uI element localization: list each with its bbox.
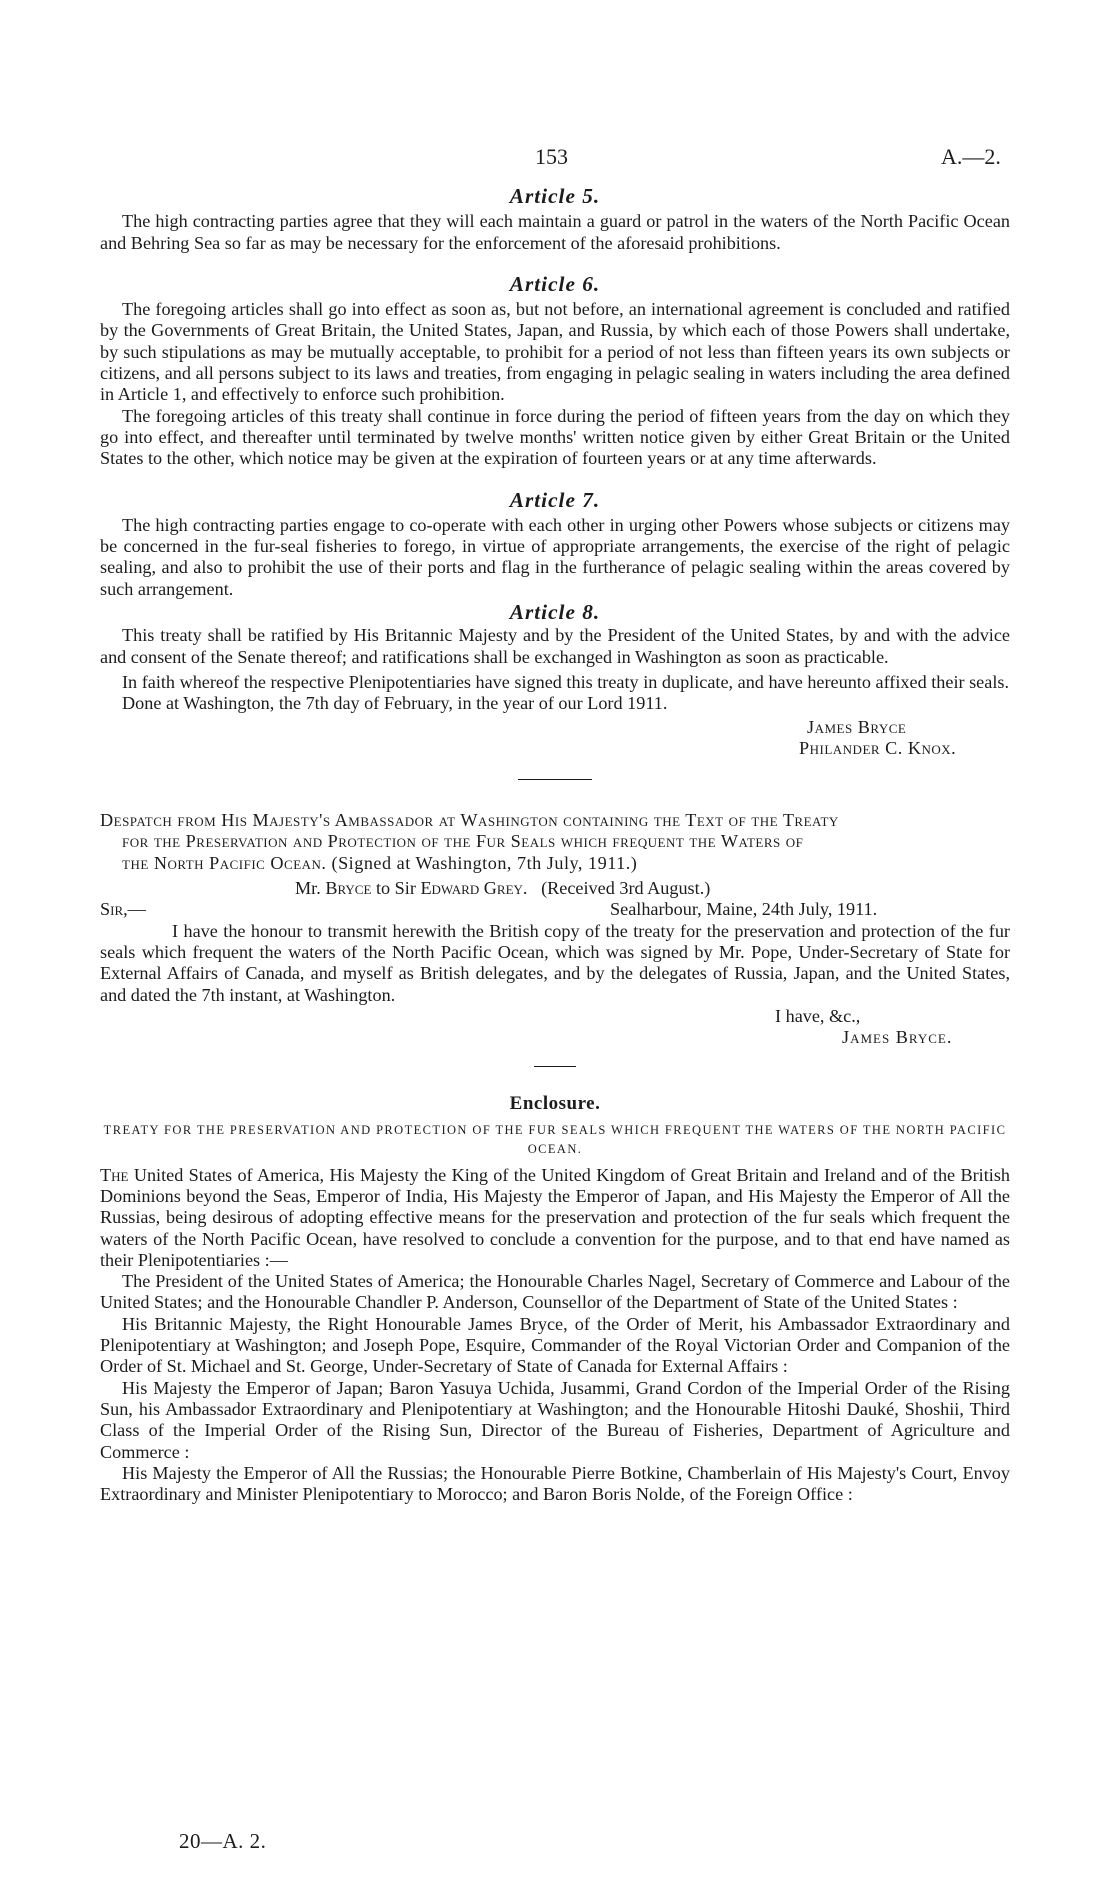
treaty-signatures bbox=[799, 716, 1010, 760]
plenipotentiaries-usa: The President of the United States of America; the Honourable Charles Nagel, Secretary of Commerce and Labour of the United States; and the Honourable Chandler P. Anderson, Counsellor of the Department of State of the United States : bbox=[100, 1271, 1010, 1313]
received-date: (Received 3rd August.) bbox=[541, 878, 711, 899]
signature-knox: Philander C. Knox. bbox=[799, 737, 957, 758]
despatch-from bbox=[295, 878, 527, 898]
despatch-heading bbox=[100, 810, 1010, 874]
place-date: Sealharbour, Maine, 24th July, 1911. bbox=[610, 899, 878, 920]
despatch-heading-line-2: for the Preservation and Protection of the Fur Seals which frequent the Waters of bbox=[122, 831, 804, 852]
page-header bbox=[0, 146, 1114, 176]
despatch-sign-off bbox=[100, 1006, 1010, 1049]
article-5-title: Article 5. bbox=[509, 184, 601, 208]
done-at-text: Done at Washington, the 7th day of February, in the year of our Lord 1911. bbox=[122, 693, 668, 714]
article-6-paragraph-1: The foregoing articles shall go into effect as soon as, but not before, an international agreement is concluded and ratified by the Governments of Great Britain, the United States, Japan, and Russia, by which each of those Powers shall undertake, by such stipulations as may be mutually acceptable, to prohibit for a period of not less than fifteen years its own subjects or citizens, and all persons subject to its laws and treaties, from engaging in pelagic sealing in waters including the area defined in Article 1, and effectively to enforce such prohibition. bbox=[100, 299, 1010, 405]
page-number: 153 bbox=[535, 144, 568, 169]
article-6-paragraph-2: The foregoing articles of this treaty shall continue in force during the period of fifteen years from the day on which they go into effect, and thereafter until terminated by twelve months' written notice given by either Great Britain or the United States to the other, which notice may be given at the expiration of fourteen years or at any time afterwards. bbox=[100, 405, 1010, 469]
despatch-heading-line-3 bbox=[100, 853, 1010, 874]
faith-whereof-text: In faith whereof the respective Plenipotentiaries have signed this treaty in duplicate, and have hereunto affixed their seals. bbox=[122, 671, 1009, 692]
article-6-title: Article 6. bbox=[509, 271, 601, 296]
article-7-title: Article 7. bbox=[509, 487, 601, 512]
despatch-from-line bbox=[100, 878, 1010, 899]
despatch-heading-ocean: the North Pacific Ocean. bbox=[122, 852, 327, 873]
from-to: to Sir bbox=[375, 878, 416, 899]
to-name: Edward Grey. bbox=[420, 878, 528, 899]
despatch-body: I have the honour to transmit herewith the British copy of the treaty for the preservation and protection of the fur seals which frequent the waters of the North Pacific Ocean, which was signed by Mr. Pope, Under-Secretary of State for External Affairs of Canada, and myself as British delegates, and by the delegates of Russia, Japan, and the United States, and dated the 7th instant, at Washington. bbox=[100, 920, 1010, 1005]
salutation: Sir,— bbox=[100, 899, 146, 920]
preamble-first-word: The bbox=[100, 1164, 129, 1185]
plenipotentiaries-britain: His Britannic Majesty, the Right Honourable James Bryce, of the Order of Merit, his Ambassador Extraordinary and Plenipotentiary at Washington; and Joseph Pope, Esquire, Commander of the Royal Victorian Order and Companion of the Order of St. Michael and St. George, Under-Secretary of State of Canada for External Affairs : bbox=[100, 1313, 1010, 1377]
document-reference: A.—2. bbox=[941, 144, 1001, 169]
treaty-preamble bbox=[100, 1165, 1010, 1271]
article-8-text: This treaty shall be ratified by His Britannic Majesty and by the President of the United States, by and with the advice and consent of the Senate thereof; and ratifications shall be exchanged in Washington as soon as practicable. bbox=[100, 625, 1010, 667]
despatch-heading-line-1: Despatch from His Majesty's Ambassador at Washington containing the Text of the Treaty bbox=[100, 810, 839, 831]
salutation-row bbox=[100, 899, 1010, 920]
plenipotentiaries-japan: His Majesty the Emperor of Japan; Baron Yasuya Uchida, Jusammi, Grand Cordon of the Imperial Order of the Rising Sun, his Ambassador Extraordinary and Plenipotentiary at Washington; and the Honourable Hitoshi Dauké, Shoshii, Third Class of the Imperial Order of the Rising Sun, Director of the Bureau of Fisheries, Department of Agriculture and Commerce : bbox=[100, 1377, 1010, 1462]
enclosure-title: Enclosure. bbox=[509, 1093, 601, 1115]
despatch-signature: James Bryce. bbox=[842, 1027, 953, 1048]
from-name: Bryce bbox=[325, 878, 372, 899]
from-prefix: Mr. bbox=[295, 878, 321, 899]
article-5-text: The high contracting parties agree that they will each maintain a guard or patrol in the waters of the North Pacific Ocean and Behring Sea so far as may be necessary for the enforcement of the aforesaid prohibitions. bbox=[100, 211, 1010, 253]
preamble-text: United States of America, His Majesty the King of the United Kingdom of Great Britain and Ireland and of the British Dominions beyond the Seas, Emperor of India, His Majesty the Emperor of Japan, and His Majesty the Emperor of All the Russias, being desirous of adopting effective means for the preservation and protection of the fur seals which frequent the waters of the North Pacific Ocean, have resolved to conclude a convention for the purpose, and to that end have named as their Plenipotentiaries :— bbox=[100, 1164, 1011, 1270]
plenipotentiaries-russia: His Majesty the Emperor of All the Russias; the Honourable Pierre Botkine, Chamberlain of His Majesty's Court, Envoy Extraordinary and Minister Plenipotentiary to Morocco; and Baron Boris Nolde, of the Foreign Office : bbox=[100, 1462, 1010, 1505]
signature-bryce: James Bryce bbox=[807, 716, 907, 737]
page-body bbox=[100, 186, 1010, 1505]
treaty-title: TREATY FOR THE PRESERVATION AND PROTECTION OF THE FUR SEALS WHICH FREQUENT THE WATERS OF THE NORTH PACIFIC OCEAN. bbox=[103, 1122, 1007, 1156]
article-7-text: The high contracting parties engage to co-operate with each other in urging other Powers whose subjects or citizens may be concerned in the fur-seal fisheries to forego, in virtue of appropriate arrangements, the exercise of the right of pelagic sealing, and also to prohibit the use of their ports and flag in the furtherance of pelagic sealing within the areas covered by such arrangement. bbox=[100, 514, 1010, 599]
i-have: I have, &c., bbox=[775, 1005, 861, 1026]
despatch-heading-signed: (Signed at Washington, 7th July, 1911.) bbox=[331, 852, 638, 873]
signature-mark: 20—A. 2. bbox=[179, 1829, 267, 1853]
section-divider bbox=[518, 779, 592, 780]
article-8-title: Article 8. bbox=[509, 600, 601, 625]
section-divider bbox=[534, 1066, 576, 1067]
